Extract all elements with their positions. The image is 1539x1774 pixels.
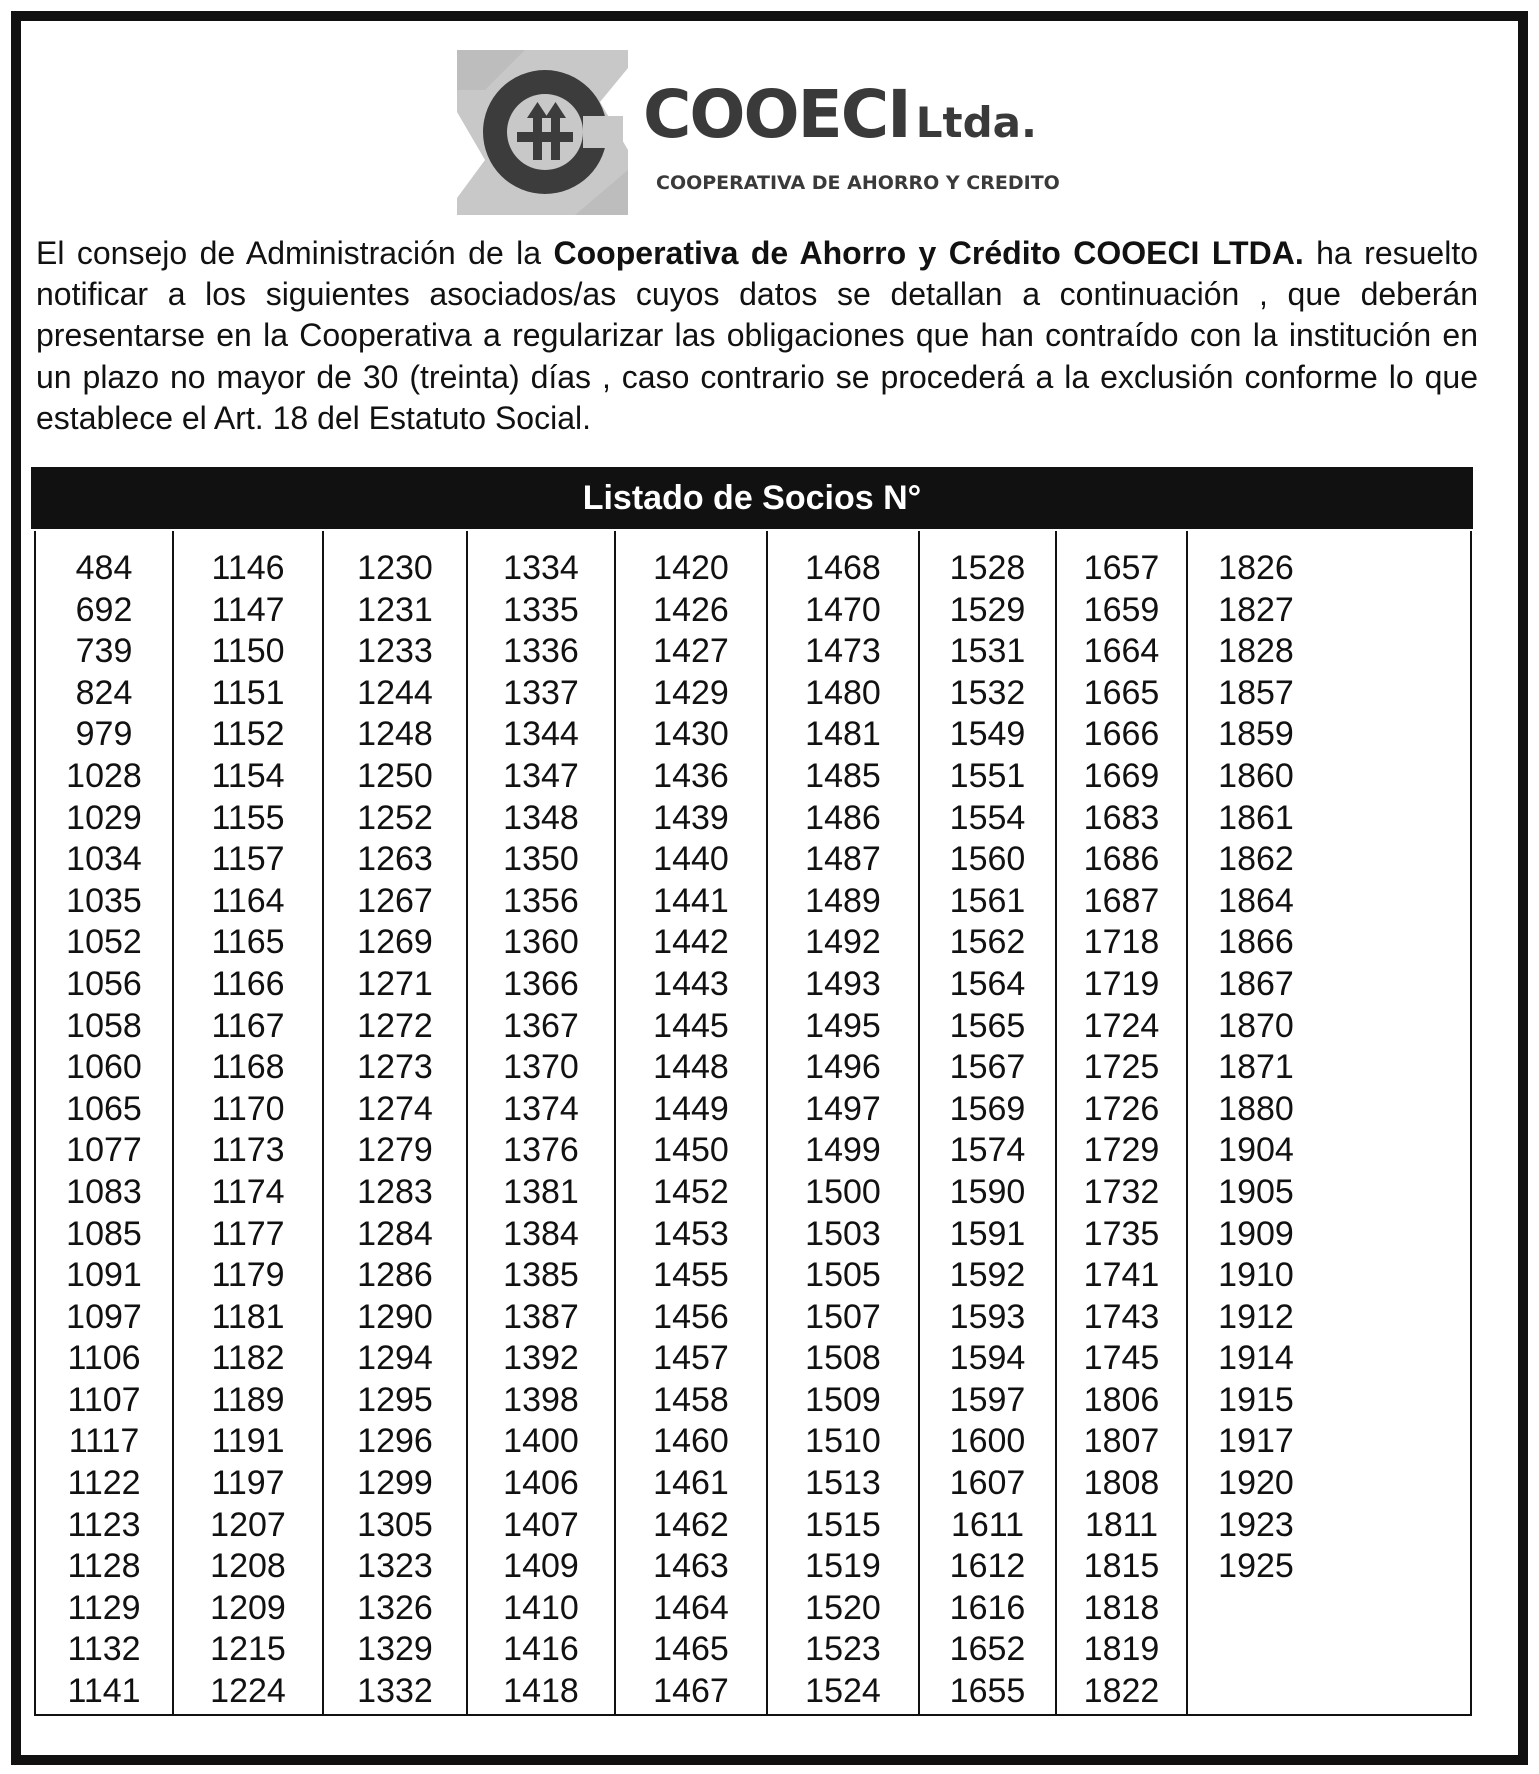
member-number: 1860 <box>1218 756 1294 795</box>
member-number: 1154 <box>211 756 285 795</box>
member-column <box>174 531 324 1714</box>
member-number: 1592 <box>949 1256 1026 1295</box>
member-number: 1528 <box>949 549 1026 587</box>
member-number: 1741 <box>1083 1256 1160 1295</box>
member-number: 1426 <box>653 590 729 629</box>
member-number: 1735 <box>1083 1214 1160 1253</box>
member-number: 1191 <box>211 1422 285 1461</box>
member-number: 1128 <box>67 1547 141 1586</box>
member-number: 1485 <box>805 756 881 795</box>
member-number: 1269 <box>357 923 433 962</box>
notice-part1: El consejo de Administración de la <box>36 235 554 271</box>
member-number: 1464 <box>653 1588 729 1627</box>
member-number: 1616 <box>949 1588 1026 1627</box>
member-number: 1029 <box>66 798 142 837</box>
member-number: 1107 <box>67 1380 141 1419</box>
logo-tagline: COOPERATIVA DE AHORRO Y CREDITO <box>656 172 1060 194</box>
member-number: 1167 <box>211 1006 285 1045</box>
member-number: 1407 <box>503 1505 579 1544</box>
member-number: 1819 <box>1083 1630 1160 1669</box>
member-number: 1410 <box>503 1588 579 1627</box>
member-number: 1077 <box>66 1131 142 1170</box>
member-number: 1056 <box>66 964 142 1003</box>
member-number: 1299 <box>357 1464 433 1503</box>
member-number: 1870 <box>1218 1006 1294 1045</box>
member-number: 1305 <box>357 1505 433 1544</box>
member-number: 1151 <box>211 673 285 712</box>
member-number: 1745 <box>1083 1339 1160 1378</box>
member-number: 1509 <box>805 1380 881 1419</box>
member-number: 1822 <box>1083 1672 1160 1711</box>
member-number: 1818 <box>1083 1588 1160 1627</box>
member-number: 1862 <box>1218 840 1294 879</box>
member-number: 1880 <box>1218 1089 1294 1128</box>
member-number: 1117 <box>68 1422 140 1461</box>
member-number: 1170 <box>211 1089 285 1128</box>
member-number: 1332 <box>357 1672 433 1711</box>
member-number: 1549 <box>949 715 1026 754</box>
member-number: 1724 <box>1083 1006 1160 1045</box>
member-number: 1267 <box>357 881 433 920</box>
member-number: 1263 <box>357 840 433 879</box>
member-number: 1470 <box>805 590 881 629</box>
member-number: 1181 <box>211 1297 285 1336</box>
member-number: 1418 <box>503 1672 579 1711</box>
member-number: 1439 <box>653 798 729 837</box>
member-number: 1569 <box>949 1089 1026 1128</box>
member-number: 1564 <box>949 964 1026 1003</box>
member-number: 1718 <box>1083 923 1160 962</box>
member-number: 1065 <box>66 1089 142 1128</box>
member-number: 1208 <box>210 1547 286 1586</box>
member-number: 1497 <box>805 1089 881 1128</box>
member-number: 1157 <box>211 840 285 879</box>
member-number: 1272 <box>357 1006 433 1045</box>
member-number: 1657 <box>1083 549 1160 587</box>
member-number: 1456 <box>653 1297 729 1336</box>
member-number: 1923 <box>1218 1505 1294 1544</box>
member-column <box>616 531 768 1714</box>
notice-paragraph <box>36 233 1478 439</box>
member-number: 1129 <box>67 1588 141 1627</box>
member-number: 1106 <box>67 1339 141 1378</box>
cooeci-logo <box>445 50 1085 220</box>
member-number: 1600 <box>949 1422 1026 1461</box>
member-number: 1857 <box>1218 673 1294 712</box>
member-number: 1515 <box>805 1505 881 1544</box>
member-number: 1462 <box>653 1505 729 1544</box>
member-number: 1344 <box>503 715 579 754</box>
member-number: 1398 <box>503 1380 579 1419</box>
member-number: 1058 <box>66 1006 142 1045</box>
notice-part2: ha resuelto notificar a los siguientes asociados/as cuyos datos se detallan a continuación , que deberán presentarse en la Cooperativa a regularizar las obligaciones que han contraído con la institución en un plazo no mayor de 30 (treinta) días , caso contrario se procederá a la exclusión conforme lo que establece el Art. 18 del Estatuto Social. <box>36 235 1478 436</box>
member-number: 1867 <box>1218 964 1294 1003</box>
member-number: 1904 <box>1218 1131 1294 1170</box>
member-column <box>920 531 1057 1714</box>
member-number: 739 <box>75 632 133 671</box>
member-number: 1665 <box>1083 673 1160 712</box>
member-number: 1457 <box>653 1339 729 1378</box>
member-number: 1323 <box>357 1547 433 1586</box>
member-number: 1286 <box>357 1256 433 1295</box>
member-number: 1385 <box>503 1256 579 1295</box>
member-number: 1374 <box>503 1089 579 1128</box>
member-number: 1443 <box>653 964 729 1003</box>
member-number: 1416 <box>503 1630 579 1669</box>
member-number: 1664 <box>1083 632 1160 671</box>
member-number: 1487 <box>805 840 881 879</box>
cooeci-logo-mark-icon <box>445 50 640 215</box>
member-number: 1495 <box>805 1006 881 1045</box>
member-number: 1871 <box>1218 1048 1294 1087</box>
logo-name <box>643 76 1037 153</box>
member-number: 1179 <box>211 1256 285 1295</box>
member-number: 1828 <box>1218 632 1294 671</box>
member-column <box>324 531 468 1714</box>
member-number: 1593 <box>949 1297 1026 1336</box>
member-number: 484 <box>75 549 133 587</box>
member-number: 1529 <box>949 590 1026 629</box>
member-number: 1683 <box>1083 798 1160 837</box>
member-number: 1052 <box>66 923 142 962</box>
member-number: 1147 <box>211 590 285 629</box>
member-number: 1460 <box>653 1422 729 1461</box>
member-number: 1252 <box>357 798 433 837</box>
member-number: 1381 <box>503 1172 579 1211</box>
member-number: 1085 <box>66 1214 142 1253</box>
member-number: 1597 <box>949 1380 1026 1419</box>
member-number: 1166 <box>211 964 285 1003</box>
member-number: 1337 <box>503 673 579 712</box>
member-number: 1168 <box>211 1048 285 1087</box>
member-number: 1560 <box>949 840 1026 879</box>
logo-suffix: Ltda. <box>915 98 1037 147</box>
member-number: 1807 <box>1083 1422 1160 1461</box>
member-number: 1455 <box>653 1256 729 1295</box>
member-number: 1531 <box>949 632 1026 671</box>
member-number: 1655 <box>949 1672 1026 1711</box>
member-number: 1808 <box>1083 1464 1160 1503</box>
member-number: 1155 <box>211 798 285 837</box>
member-number: 1197 <box>211 1464 285 1503</box>
member-number: 1122 <box>67 1464 141 1503</box>
member-number: 1510 <box>805 1422 881 1461</box>
member-number: 1230 <box>357 549 433 587</box>
member-column <box>1188 531 1324 1714</box>
member-number: 1034 <box>66 840 142 879</box>
members-grid <box>34 531 1472 1716</box>
member-number: 1406 <box>503 1464 579 1503</box>
member-number: 1409 <box>503 1547 579 1586</box>
member-number: 1440 <box>653 840 729 879</box>
member-number: 1091 <box>66 1256 142 1295</box>
member-number: 1250 <box>357 756 433 795</box>
member-number: 1453 <box>653 1214 729 1253</box>
member-number: 1607 <box>949 1464 1026 1503</box>
member-number: 1806 <box>1083 1380 1160 1419</box>
member-number: 1326 <box>357 1588 433 1627</box>
member-number: 1370 <box>503 1048 579 1087</box>
member-number: 1209 <box>210 1588 286 1627</box>
member-number: 1726 <box>1083 1089 1160 1128</box>
member-number: 1384 <box>503 1214 579 1253</box>
member-number: 1920 <box>1218 1464 1294 1503</box>
member-number: 1329 <box>357 1630 433 1669</box>
member-number: 1859 <box>1218 715 1294 754</box>
member-number: 1452 <box>653 1172 729 1211</box>
member-number: 1420 <box>653 549 729 587</box>
member-number: 1271 <box>357 964 433 1003</box>
member-number: 1273 <box>357 1048 433 1087</box>
member-number: 1445 <box>653 1006 729 1045</box>
member-number: 1150 <box>211 632 285 671</box>
member-number: 1177 <box>211 1214 285 1253</box>
member-number: 1507 <box>805 1297 881 1336</box>
member-number: 1500 <box>805 1172 881 1211</box>
member-number: 1473 <box>805 632 881 671</box>
member-number: 1376 <box>503 1131 579 1170</box>
member-number: 1458 <box>653 1380 729 1419</box>
member-number: 1468 <box>805 549 881 587</box>
member-number: 1427 <box>653 632 729 671</box>
member-number: 1480 <box>805 673 881 712</box>
member-number: 1611 <box>950 1505 1025 1544</box>
member-number: 1725 <box>1083 1048 1160 1087</box>
member-number: 1864 <box>1218 881 1294 920</box>
member-column <box>36 531 174 1714</box>
member-number: 1499 <box>805 1131 881 1170</box>
member-number: 1917 <box>1218 1422 1294 1461</box>
member-number: 1743 <box>1083 1297 1160 1336</box>
member-number: 1296 <box>357 1422 433 1461</box>
member-number: 1366 <box>503 964 579 1003</box>
logo-name-text: COOECI <box>643 76 910 153</box>
member-number: 1060 <box>66 1048 142 1087</box>
member-number: 1283 <box>357 1172 433 1211</box>
member-number: 1554 <box>949 798 1026 837</box>
member-column <box>768 531 920 1714</box>
member-number: 1231 <box>357 590 433 629</box>
notice-bold: Cooperativa de Ahorro y Crédito COOECI LTDA. <box>553 235 1304 271</box>
member-number: 1562 <box>949 923 1026 962</box>
member-number: 1492 <box>805 923 881 962</box>
member-number: 1686 <box>1083 840 1160 879</box>
member-number: 1429 <box>653 673 729 712</box>
member-number: 1666 <box>1083 715 1160 754</box>
member-number: 1164 <box>211 881 285 920</box>
member-number: 1083 <box>66 1172 142 1211</box>
member-number: 1669 <box>1083 756 1160 795</box>
member-number: 1590 <box>949 1172 1026 1211</box>
member-number: 1551 <box>949 756 1026 795</box>
member-number: 1461 <box>653 1464 729 1503</box>
member-number: 1925 <box>1218 1547 1294 1586</box>
member-number: 1567 <box>949 1048 1026 1087</box>
member-number: 1141 <box>67 1672 141 1711</box>
member-number: 1284 <box>357 1214 433 1253</box>
member-number: 1914 <box>1218 1339 1294 1378</box>
member-number: 1123 <box>67 1505 141 1544</box>
member-number: 1028 <box>66 756 142 795</box>
member-number: 1442 <box>653 923 729 962</box>
member-number: 1430 <box>653 715 729 754</box>
member-number: 1732 <box>1083 1172 1160 1211</box>
member-number: 1152 <box>211 715 285 754</box>
member-number: 692 <box>75 590 133 629</box>
member-number: 1367 <box>503 1006 579 1045</box>
member-number: 1248 <box>357 715 433 754</box>
member-number: 1811 <box>1084 1505 1159 1544</box>
member-number: 1279 <box>357 1131 433 1170</box>
member-number: 1387 <box>503 1297 579 1336</box>
member-number: 824 <box>75 673 133 712</box>
member-number: 1356 <box>503 881 579 920</box>
member-number: 1520 <box>805 1588 881 1627</box>
member-number: 1815 <box>1083 1547 1160 1586</box>
member-number: 1097 <box>66 1297 142 1336</box>
member-number: 1652 <box>949 1630 1026 1669</box>
member-number: 1244 <box>357 673 433 712</box>
member-number: 1719 <box>1083 964 1160 1003</box>
member-number: 1565 <box>949 1006 1026 1045</box>
member-number: 1294 <box>357 1339 433 1378</box>
member-number: 1912 <box>1218 1297 1294 1336</box>
member-number: 1866 <box>1218 923 1294 962</box>
member-number: 1360 <box>503 923 579 962</box>
member-number: 1132 <box>67 1630 141 1669</box>
member-number: 1182 <box>211 1339 285 1378</box>
member-number: 1290 <box>357 1297 433 1336</box>
member-number: 1467 <box>653 1672 729 1711</box>
member-number: 1826 <box>1218 549 1294 587</box>
member-number: 1173 <box>211 1131 285 1170</box>
member-number: 1729 <box>1083 1131 1160 1170</box>
member-number: 1392 <box>503 1339 579 1378</box>
member-number: 1335 <box>503 590 579 629</box>
member-number: 1910 <box>1218 1256 1294 1295</box>
member-number: 1523 <box>805 1630 881 1669</box>
member-number: 1215 <box>210 1630 286 1669</box>
member-number: 1594 <box>949 1339 1026 1378</box>
list-header: Listado de Socios N° <box>31 467 1473 529</box>
member-number: 1687 <box>1083 881 1160 920</box>
member-number: 1189 <box>211 1380 285 1419</box>
member-column <box>468 531 616 1714</box>
member-number: 1574 <box>949 1131 1026 1170</box>
member-column <box>1057 531 1188 1714</box>
member-number: 1450 <box>653 1131 729 1170</box>
member-number: 1035 <box>66 881 142 920</box>
member-number: 1612 <box>949 1547 1026 1586</box>
member-number: 1489 <box>805 881 881 920</box>
member-number: 1274 <box>357 1089 433 1128</box>
member-number: 1486 <box>805 798 881 837</box>
member-number: 1448 <box>653 1048 729 1087</box>
member-number: 1827 <box>1218 590 1294 629</box>
member-number: 1174 <box>211 1172 285 1211</box>
member-number: 1436 <box>653 756 729 795</box>
member-number: 1295 <box>357 1380 433 1419</box>
member-number: 1441 <box>653 881 729 920</box>
member-number: 1207 <box>210 1505 286 1544</box>
member-number: 1905 <box>1218 1172 1294 1211</box>
member-number: 1524 <box>805 1672 881 1711</box>
member-number: 1493 <box>805 964 881 1003</box>
member-number: 1400 <box>503 1422 579 1461</box>
member-number: 1915 <box>1218 1380 1294 1419</box>
member-number: 1659 <box>1083 590 1160 629</box>
member-number: 1347 <box>503 756 579 795</box>
member-number: 1505 <box>805 1256 881 1295</box>
member-number: 1561 <box>949 881 1026 920</box>
member-number: 1513 <box>805 1464 881 1503</box>
member-number: 1146 <box>211 549 285 587</box>
member-number: 1508 <box>805 1339 881 1378</box>
member-number: 979 <box>75 715 133 754</box>
member-number: 1861 <box>1218 798 1294 837</box>
member-number: 1233 <box>357 632 433 671</box>
member-number: 1519 <box>805 1547 881 1586</box>
member-number: 1334 <box>503 549 579 587</box>
member-number: 1165 <box>211 923 285 962</box>
member-number: 1503 <box>805 1214 881 1253</box>
member-number: 1909 <box>1218 1214 1294 1253</box>
member-number: 1463 <box>653 1547 729 1586</box>
member-number: 1532 <box>949 673 1026 712</box>
member-number: 1449 <box>653 1089 729 1128</box>
member-number: 1496 <box>805 1048 881 1087</box>
member-number: 1224 <box>210 1672 286 1711</box>
member-number: 1336 <box>503 632 579 671</box>
member-number: 1350 <box>503 840 579 879</box>
member-number: 1481 <box>805 715 881 754</box>
member-number: 1465 <box>653 1630 729 1669</box>
member-number: 1348 <box>503 798 579 837</box>
member-number: 1591 <box>949 1214 1026 1253</box>
